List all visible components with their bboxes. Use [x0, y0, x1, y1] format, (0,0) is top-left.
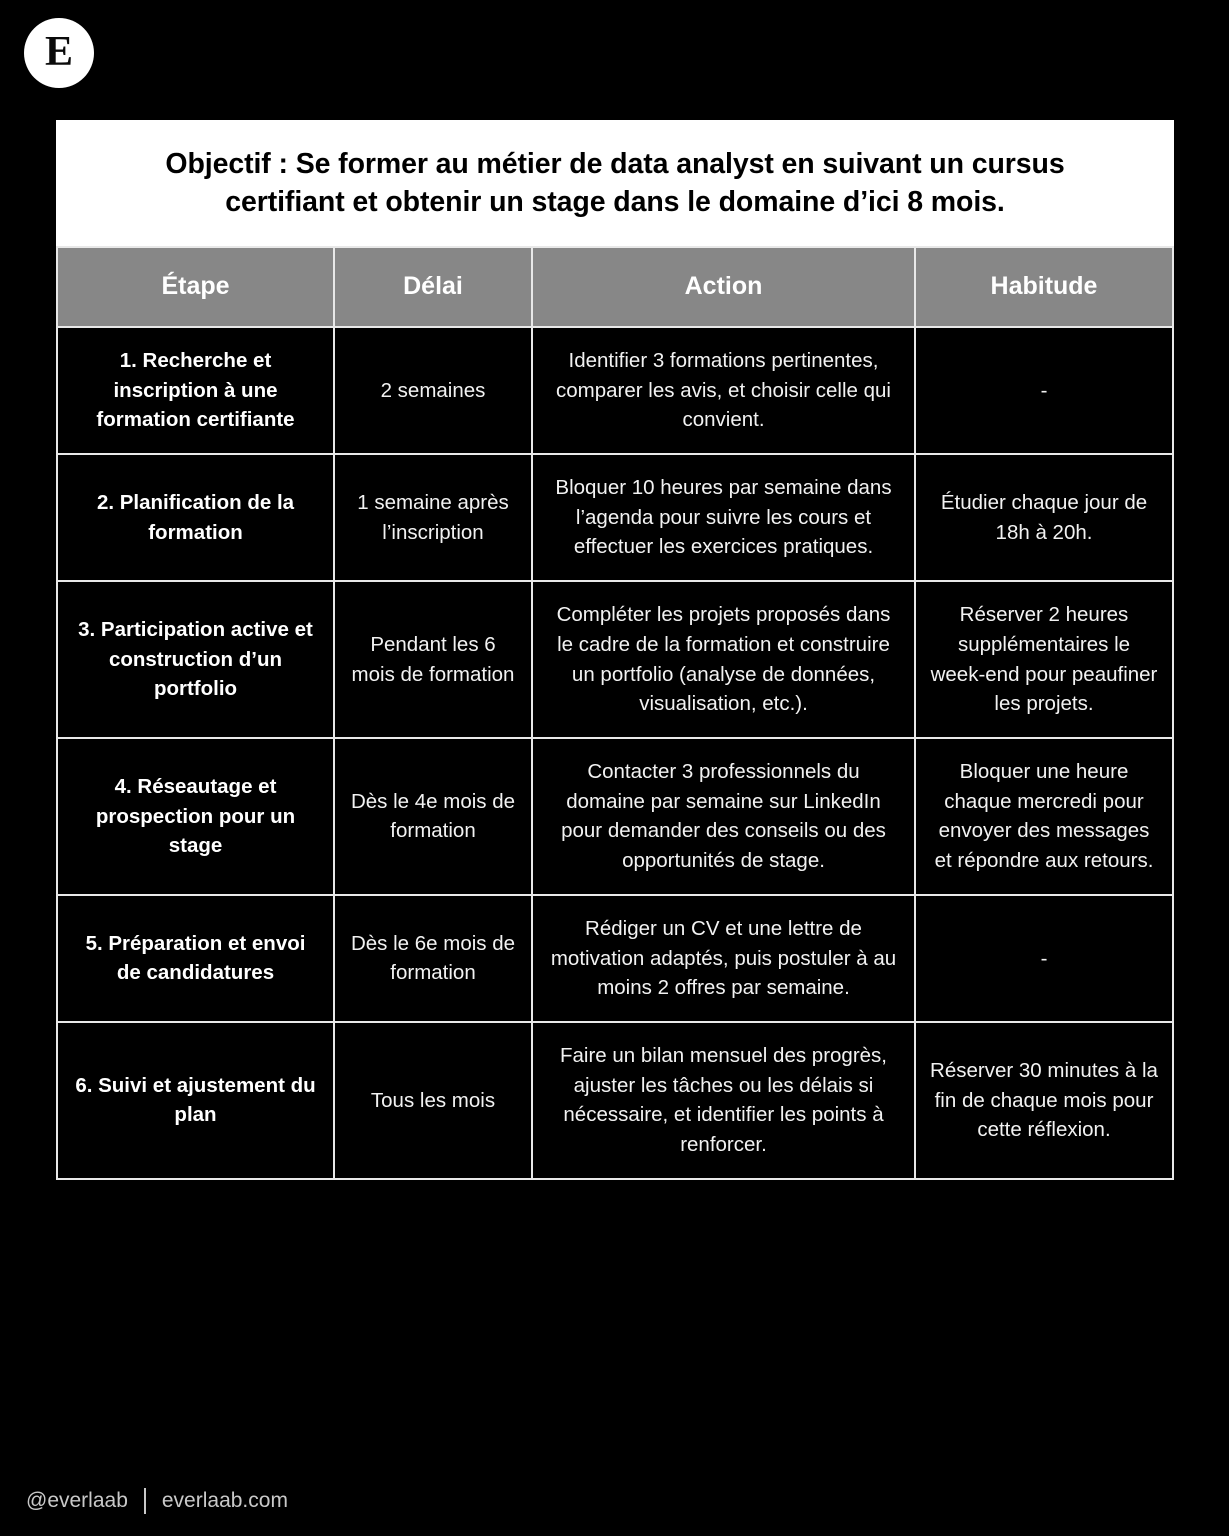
- cell-habitude: Bloquer une heure chaque mercredi pour envoyer des messages et répondre aux retours.: [916, 739, 1174, 896]
- footer-website: everlaab.com: [161, 1489, 288, 1512]
- page-title: Objectif : Se former au métier de data analyst en suivant un cursus certifiant et obtenir un stage dans le domaine d’ici 8 mois.: [165, 148, 1065, 218]
- cell-action: Bloquer 10 heures par semaine dans l’agenda pour suivre les cours et effectuer les exercices pratiques.: [533, 455, 916, 582]
- table-row: [56, 739, 1174, 896]
- cell-habitude: Réserver 2 heures supplémentaires le week-end pour peaufiner les projets.: [916, 582, 1174, 739]
- brand-logo: [24, 18, 94, 88]
- cell-action: Compléter les projets proposés dans le cadre de la formation et construire un portfolio (analyse de données, visualisation, etc.).: [533, 582, 916, 739]
- column-header-action: Action: [533, 246, 916, 328]
- action-plan-table: [56, 246, 1174, 1180]
- cell-action: Contacter 3 professionnels du domaine par semaine sur LinkedIn pour demander des conseils ou des opportunités de stage.: [533, 739, 916, 896]
- cell-habitude: Réserver 30 minutes à la fin de chaque mois pour cette réflexion.: [916, 1023, 1174, 1180]
- column-header-habitude: Habitude: [916, 246, 1174, 328]
- cell-etape: 4. Réseautage et prospection pour un stage: [56, 739, 335, 896]
- cell-delai: Pendant les 6 mois de formation: [335, 582, 533, 739]
- objective-title-block: [56, 120, 1174, 246]
- cell-habitude: -: [916, 896, 1174, 1023]
- table-row: [56, 582, 1174, 739]
- plan-card: [56, 120, 1174, 1180]
- footer-divider: [144, 1488, 146, 1514]
- cell-etape: 3. Participation active et construction d’un portfolio: [56, 582, 335, 739]
- table-row: [56, 455, 1174, 582]
- footer-handle: @everlaab: [26, 1489, 128, 1512]
- logo-circle-icon: [24, 18, 94, 88]
- cell-etape: 1. Recherche et inscription à une formation certifiante: [56, 328, 335, 455]
- cell-action: Rédiger un CV et une lettre de motivation adaptés, puis postuler à au moins 2 offres par semaine.: [533, 896, 916, 1023]
- cell-etape: 5. Préparation et envoi de candidatures: [56, 896, 335, 1023]
- table-row: [56, 1023, 1174, 1180]
- cell-delai: 2 semaines: [335, 328, 533, 455]
- footer-credits: [26, 1488, 288, 1514]
- cell-etape: 2. Planification de la formation: [56, 455, 335, 582]
- cell-delai: Dès le 6e mois de formation: [335, 896, 533, 1023]
- logo-letter: E: [44, 29, 73, 75]
- cell-etape: 6. Suivi et ajustement du plan: [56, 1023, 335, 1180]
- table-row: [56, 896, 1174, 1023]
- cell-habitude: -: [916, 328, 1174, 455]
- cell-habitude: Étudier chaque jour de 18h à 20h.: [916, 455, 1174, 582]
- column-header-etape: Étape: [56, 246, 335, 328]
- cell-delai: Dès le 4e mois de formation: [335, 739, 533, 896]
- cell-action: Faire un bilan mensuel des progrès, ajuster les tâches ou les délais si nécessaire, et identifier les points à renforcer.: [533, 1023, 916, 1180]
- cell-delai: Tous les mois: [335, 1023, 533, 1180]
- cell-delai: 1 semaine après l’inscription: [335, 455, 533, 582]
- table-row: [56, 328, 1174, 455]
- cell-action: Identifier 3 formations pertinentes, comparer les avis, et choisir celle qui convient.: [533, 328, 916, 455]
- table-header-row: [56, 246, 1174, 328]
- column-header-delai: Délai: [335, 246, 533, 328]
